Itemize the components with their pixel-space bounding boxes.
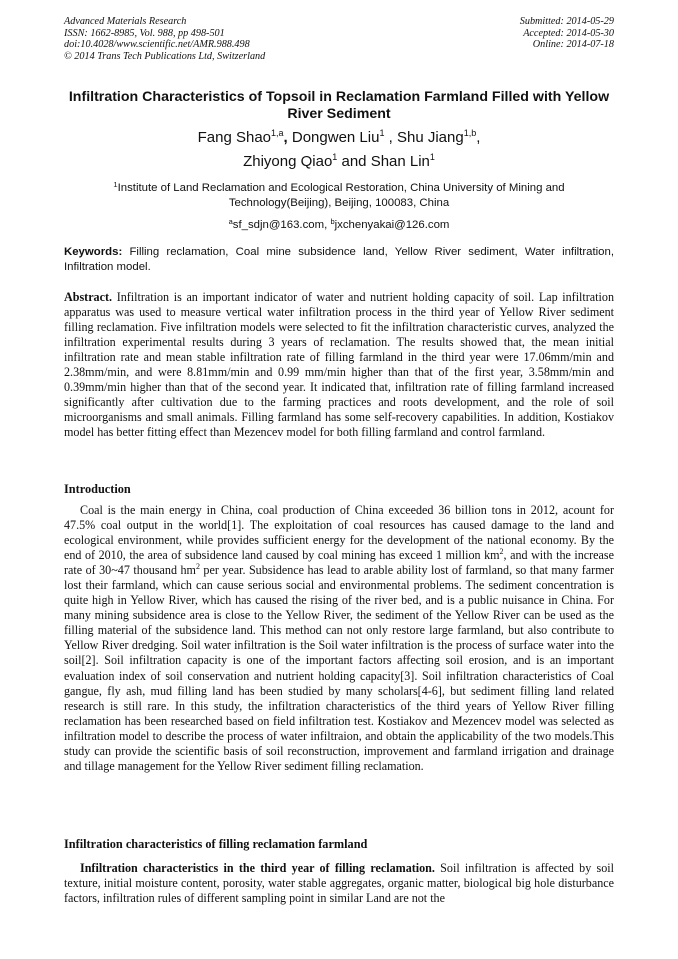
journal-issn: ISSN: 1662-8985, Vol. 988, pp 498-501: [64, 27, 225, 39]
introduction-text: , and with the increase rate of 30~47 thousand hm: [64, 548, 614, 578]
section-heading: Infiltration characteristics of filling reclamation farmland: [64, 837, 368, 851]
journal-doi[interactable]: doi:10.4028/www.scientific.net/AMR.988.498: [64, 39, 250, 51]
author-line-1: Fang Shao$^{1,a}$, Dongwen Liu$^1$ , Shu Jiang$^{1,b}$,: [197, 128, 481, 146]
online-date: Online: 2014-07-18: [532, 39, 614, 51]
email-link[interactable]: jxchenyakai@126.com: [334, 219, 450, 231]
author-name: Zhiyong Qiao: [243, 153, 333, 170]
publication-dates: [354, 16, 614, 51]
subsection-lead: Infiltration characteristics in the third year of filling reclamation.: [80, 861, 435, 875]
abstract-text: Infiltration is an important indicator of water and nutrient holding capacity of soil. Lap infiltration apparatus was used to measure vertical water infiltration process in the third year of Yellow River sediment filling reclamation. Five infiltration models were selected to fit the infiltration characteristic curves, analyzed the infiltration experimental results during 3 years of reclamation. The results showed that, the mean initial infiltration rate and mean stable infiltration rate of filling farmland in the third year were 17.06mm/min and 2.38mm/min, and were 8.81mm/min and 0.99 mm/min higher than that of the first year, 3.58mm/min and 0.39mm/min higher than that of the second year. It indicated that, infiltration rate of filling farmland increased significantly after cultivation due to the farming practices and roots development, and the role of soil microorganisms and small animals. Filling farmland has some self-recovery capabilities. In addition, Kostiakov model has better fitting effect than Mezencev model for both filling farmland and control farmland.: [64, 290, 614, 440]
introduction-paragraph: [64, 503, 614, 774]
superscript: 2: [499, 547, 504, 557]
section-paragraph: [64, 861, 614, 906]
author-name: Shu Jiang: [396, 129, 464, 146]
keywords: [64, 245, 614, 274]
email-mark: a: [228, 217, 233, 226]
author-affiliation-mark: 1,a: [271, 128, 284, 138]
affiliation-mark: 1: [113, 180, 118, 189]
author-line-2: Zhiyong Qiao$^1$ and Shan Lin$^1$: [243, 152, 435, 170]
introduction-text: Coal is the main energy in China, coal production of China exceeded 36 billion tons in 2012, acount for 47.5% coal output in the world[1]. The exploitation of coal resources has caused damage to the land and ecological environment, while provides sufficient energy for the development of the national economy. By the end of 2010, the area of subsidence land caused by coal mining has exceed 1 million km: [64, 503, 614, 563]
author-name: Dongwen Liu: [291, 129, 380, 146]
author-name: Shan Lin: [370, 153, 430, 170]
superscript: 2: [195, 562, 200, 572]
author-name: Fang Shao: [197, 129, 272, 146]
journal-copyright: © 2014 Trans Tech Publications Ltd, Switzerland: [64, 50, 266, 62]
author-list: [64, 126, 614, 174]
keywords-text: Filling reclamation, Coal mine subsidence land, Yellow River sediment, Water infiltration, Infiltration model.: [64, 246, 614, 273]
introduction-text: per year. Subsidence has lead to arable ability lost of farmland, so that many farmer lost their farmland, which can cause serious social and environmental problems. The sediment concentration is quite high in Yellow River, which has caused the rising of the river bed, and is a public nuisance in China. For many mining subsidence area is close to the Yellow River, the sediment of the Yellow River can be used as the filling material of the subsidence land. This method can not only restore large farmland, but also contribute to Yellow River dredging. Soil water infiltration is the Soil water infiltration is the process of surface water into the soil[2]. Soil infiltration capacity is one of the important factors affecting soil erosion, and is an important evaluation index of soil conservation and nutrient holding capacity[3]. Soil infiltration characteristics of Coal gangue, fly ash, mud filling land has been studied by many scholars[4-6], but sediment filling land related research is still rare. In this study, the infiltration characteristics of the third years of Yellow River filling reclamation has been researched based on field infiltration test. Kostiakov and Mezencev model was selected as infiltration model to describe the process of water infiltraion, and obtain the applicability of the two models.This study can provide the scientific basis of soil reconstruction, improvement and farmland irrigation and drainage and tillage management for the Yellow River sediment filling reclamation.: [64, 563, 614, 773]
author-affiliation-mark: 1: [332, 152, 338, 162]
keywords-label: Keywords:: [64, 246, 123, 258]
journal-name: Advanced Materials Research: [64, 16, 187, 27]
section-text: Soil infiltration is affected by soil texture, initial moisture content, porosity, water stable aggregates, organic matter, biological big hole disturbance factors, infiltration rules of different sampling point in similar Land are not the: [64, 861, 614, 906]
author-affiliation-mark: 1: [429, 152, 435, 162]
email-mark: b: [330, 217, 335, 226]
abstract: [64, 290, 614, 440]
affiliation-text: Institute of Land Reclamation and Ecological Restoration, China University of Mining and Technology(Beijing), Beijing, 100083, China: [117, 182, 565, 209]
accepted-date: Accepted: 2014-05-30: [523, 27, 614, 39]
paper-title: Infiltration Characteristics of Topsoil in Reclamation Farmland Filled with Yellow River Sediment: [68, 89, 610, 122]
affiliation: [64, 181, 614, 211]
email-link[interactable]: sf_sdjn@163.com,: [232, 219, 328, 231]
submitted-date: Submitted: 2014-05-29: [519, 16, 614, 27]
author-affiliation-mark: 1: [379, 128, 385, 138]
author-affiliation-mark: 1,b: [463, 128, 477, 138]
author-emails: [64, 218, 614, 233]
abstract-label: Abstract.: [64, 290, 113, 304]
introduction-heading: Introduction: [64, 482, 131, 496]
journal-info: [64, 16, 354, 62]
